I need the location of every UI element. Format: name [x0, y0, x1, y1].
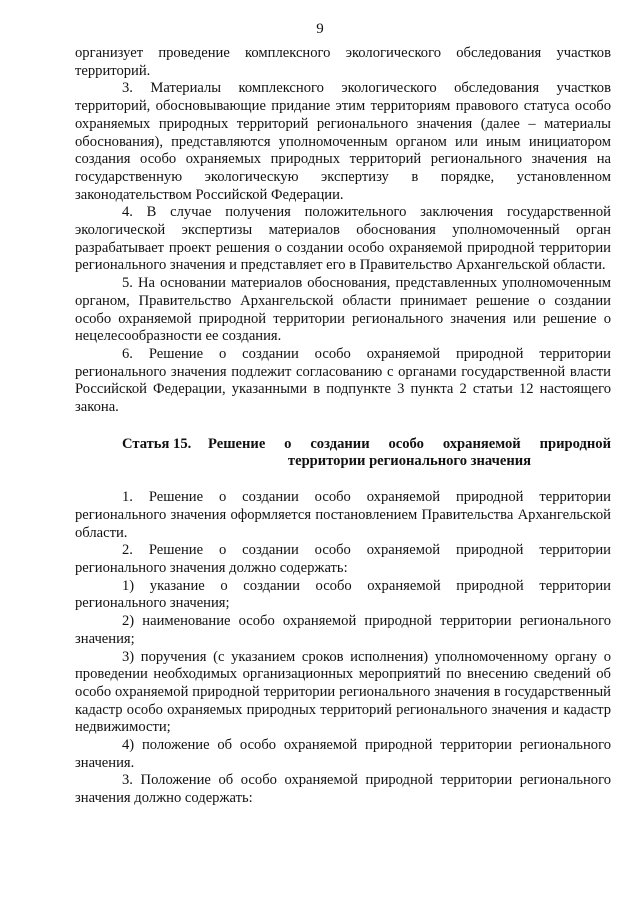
- paragraph-item-6: 6. Решение о создании особо охраняемой природной территории регионального значения подлежит согласованию с органами государственной власти Российской Федерации, указанными в подпункте 3 пункта 2 статьи 12 настоящего закона.: [75, 345, 611, 416]
- page-number: 9: [316, 21, 324, 37]
- document-body: [75, 45, 611, 808]
- article-paragraph-1: 1. Решение о создании особо охраняемой природной территории регионального значения оформляется постановлением Правительства Архангельской области.: [75, 489, 611, 541]
- article-number: Статья 15.: [122, 435, 192, 452]
- paragraph-item-3: 3. Материалы комплексного экологического обследования участков территорий, обосновывающие придание этим территориям правового статуса особо охраняемых природных территорий регионального значения (далее – материалы обоснования), представляются уполномоченным органом или иным инициатором создания особо охраняемых природных территорий регионального значения на государственную экологическую экспертизу в порядке, установленном законодательством Российской Федерации.: [75, 80, 611, 203]
- article-paragraph-3: 3. Положение об особо охраняемой природной территории регионального значения должно содержать:: [75, 772, 611, 807]
- article-subitem-3: 3) поручения (с указанием сроков исполнения) уполномоченному органу о проведении необходимых организационных мероприятий по внесению сведений об особо охраняемой природной территории регионального значения в государственный кадастр особо охраняемых природных территорий регионального значения и кадастр недвижимости;: [75, 648, 611, 736]
- paragraph-item-5: 5. На основании материалов обоснования, представленных уполномоченным органом, Правительство Архангельской области принимает решение о создании особо охраняемой природной территории регионального значения или решение о нецелесообразности ее создания.: [75, 275, 611, 345]
- article-subitem-4: 4) положение об особо охраняемой природной территории регионального значения.: [75, 737, 611, 771]
- article-subitem-1: 1) указание о создании особо охраняемой природной территории регионального значения;: [75, 577, 611, 612]
- article-title: Решение о создании особо охраняемой природной территории регионального значения: [208, 435, 611, 470]
- paragraph-continuation: организует проведение комплексного экологического обследования участков территорий.: [75, 45, 611, 79]
- article-heading: [75, 436, 611, 471]
- paragraph-item-4: 4. В случае получения положительного заключения государственной экологической экспертизы материалов обоснования уполномоченный орган разрабатывает проект решения о создании особо охраняемой природной территории регионального значения и представляет его в Правительство Архангельской области.: [75, 204, 611, 274]
- article-paragraph-2: 2. Решение о создании особо охраняемой природной территории регионального значения должно содержать:: [75, 542, 611, 576]
- article-subitem-2: 2) наименование особо охраняемой природной территории регионального значения;: [75, 613, 611, 647]
